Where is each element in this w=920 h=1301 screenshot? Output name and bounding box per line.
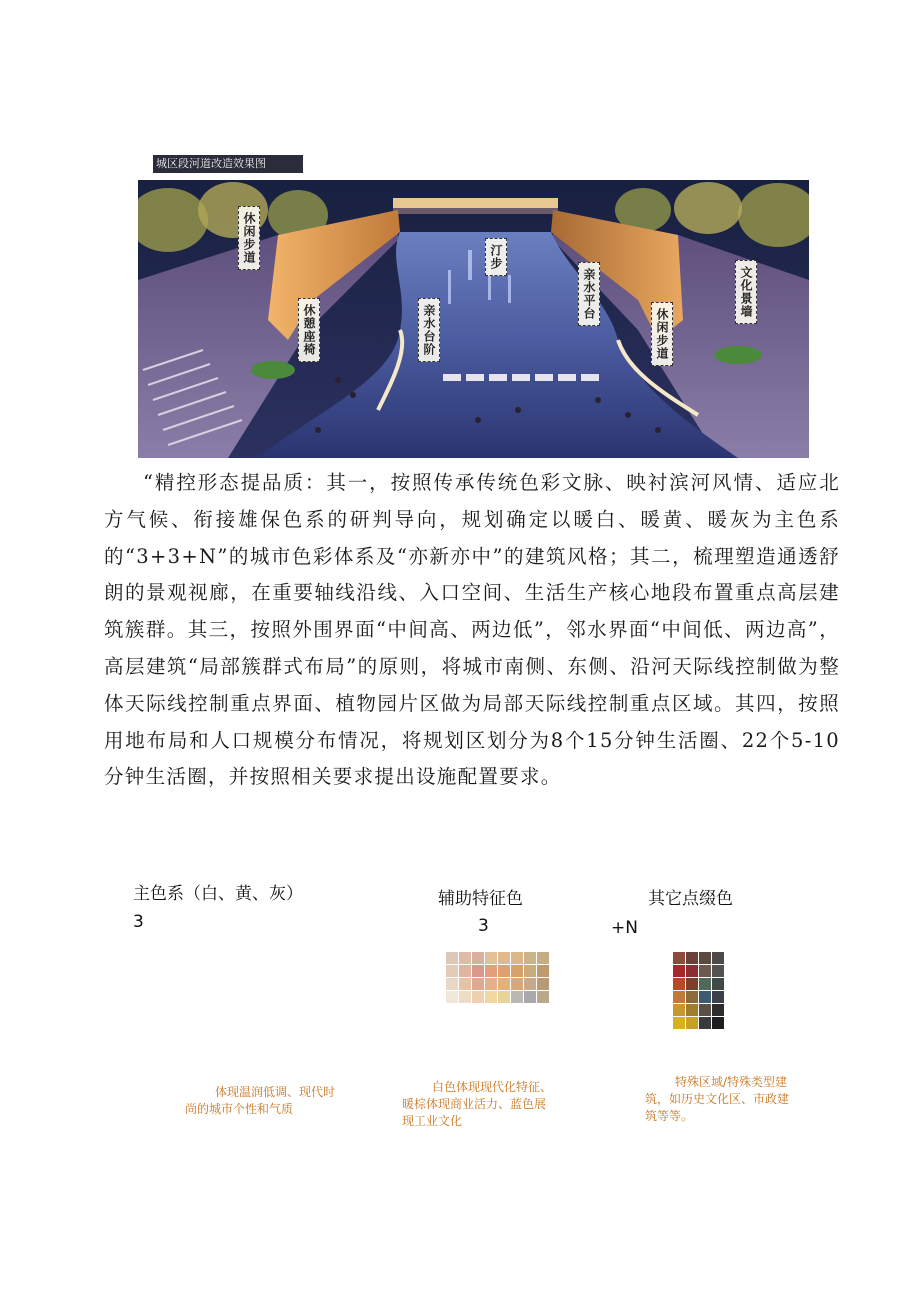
auxiliary-color-swatch	[472, 978, 484, 990]
label-waterside-platform: 亲水平台	[578, 262, 600, 326]
accent-color-swatch	[673, 1004, 685, 1016]
other-color-title: 其它点缀色	[648, 889, 733, 909]
accent-color-swatch	[673, 965, 685, 977]
accent-color-swatch	[699, 1017, 711, 1029]
auxiliary-color-swatch	[498, 952, 510, 964]
figure-caption: 城区段河道改造效果图	[153, 155, 303, 173]
auxiliary-swatch-grid	[446, 952, 549, 1003]
auxiliary-color-swatch	[446, 952, 458, 964]
auxiliary-color-swatch	[446, 965, 458, 977]
auxiliary-color-swatch	[511, 965, 523, 977]
auxiliary-color-swatch	[524, 965, 536, 977]
auxiliary-color-swatch	[524, 952, 536, 964]
accent-color-swatch	[673, 1017, 685, 1029]
label-rest-seat: 休憩座椅	[298, 298, 320, 362]
label-leisure-path-right: 休闲步道	[651, 302, 673, 366]
auxiliary-color-swatch	[485, 978, 497, 990]
auxiliary-color-swatch	[459, 952, 471, 964]
auxiliary-color-title: 辅助特征色	[438, 889, 523, 909]
auxiliary-color-swatch	[498, 965, 510, 977]
auxiliary-color-swatch	[472, 965, 484, 977]
auxiliary-color-swatch	[498, 991, 510, 1003]
accent-color-swatch	[699, 952, 711, 964]
auxiliary-color-swatch	[446, 978, 458, 990]
auxiliary-color-swatch	[446, 991, 458, 1003]
auxiliary-color-swatch	[485, 952, 497, 964]
label-leisure-path-left: 休闲步道	[238, 206, 260, 270]
accent-color-swatch	[673, 978, 685, 990]
accent-color-swatch	[712, 991, 724, 1003]
other-color-desc: 特殊区域/特殊类型建筑，如历史文化区、市政建筑等等。	[645, 1075, 790, 1123]
auxiliary-color-swatch	[537, 965, 549, 977]
accent-color-swatch	[686, 991, 698, 1003]
auxiliary-color-desc: 白色体现现代化特征、暖棕体现商业活力、蓝色展现工业文化	[402, 1080, 553, 1128]
auxiliary-color-swatch	[459, 965, 471, 977]
primary-color-title: 主色系（白、黄、灰）3	[133, 884, 303, 932]
accent-color-swatch	[686, 1017, 698, 1029]
auxiliary-color-swatch	[537, 952, 549, 964]
auxiliary-color-swatch	[472, 952, 484, 964]
label-waterside-steps: 亲水台阶	[418, 298, 440, 362]
other-color-count: +N	[611, 918, 638, 938]
label-stepping-stones: 汀步	[485, 238, 507, 276]
accent-color-swatch	[699, 965, 711, 977]
auxiliary-color-swatch	[472, 991, 484, 1003]
auxiliary-color-swatch	[459, 978, 471, 990]
auxiliary-color-swatch	[459, 991, 471, 1003]
accent-color-swatch	[712, 952, 724, 964]
accent-color-swatch	[712, 1017, 724, 1029]
auxiliary-color-swatch	[511, 991, 523, 1003]
auxiliary-color-swatch	[524, 991, 536, 1003]
accent-color-swatch	[699, 991, 711, 1003]
accent-color-swatch	[686, 978, 698, 990]
auxiliary-color-count: 3	[478, 916, 489, 936]
accent-color-swatch	[699, 978, 711, 990]
auxiliary-color-swatch	[537, 991, 549, 1003]
accent-color-swatch	[673, 952, 685, 964]
auxiliary-color-swatch	[498, 978, 510, 990]
auxiliary-color-swatch	[511, 978, 523, 990]
auxiliary-color-swatch	[485, 991, 497, 1003]
auxiliary-color-swatch	[537, 978, 549, 990]
accent-color-swatch	[712, 978, 724, 990]
label-culture-wall: 文化景墙	[735, 260, 757, 324]
accent-color-swatch	[686, 965, 698, 977]
accent-color-swatch	[712, 1004, 724, 1016]
accent-color-swatch	[712, 965, 724, 977]
accent-color-swatch	[673, 991, 685, 1003]
accent-color-swatch	[686, 1004, 698, 1016]
accent-color-swatch	[699, 1004, 711, 1016]
auxiliary-color-swatch	[485, 965, 497, 977]
accent-color-swatch	[686, 952, 698, 964]
auxiliary-color-swatch	[511, 952, 523, 964]
other-swatch-grid	[673, 952, 724, 1029]
body-paragraph: “精控形态提品质：其一，按照传承传统色彩文脉、映衬滨河风情、适应北方气候、衔接雄保色系的研判导向，规划确定以暖白、暖黄、暖灰为主色系的“3+3+N”的城市色彩体系及“亦新亦中”的建筑风格；其二，梳理塑造通透舒朗的景观视廊，在重要轴线沿线、入口空间、生活生产核心地段布置重点高层建筑簇群。其三，按照外围界面“中间高、两边低”，邻水界面“中间低、两边高”，高层建筑“局部簇群式布局”的原则，将城市南侧、东侧、沿河天际线控制做为整体天际线控制重点界面、植物园片区做为局部天际线控制重点区域。其四，按照用地布局和人口规模分布情况，将规划区划分为8个15分钟生活圈、22个5-10分钟生活圈，并按照相关要求提出设施配置要求。	[104, 471, 840, 789]
river-rendering-image	[138, 180, 809, 458]
primary-color-desc: 体现温润低调、现代时尚的城市个性和气质	[185, 1085, 336, 1116]
auxiliary-color-swatch	[524, 978, 536, 990]
